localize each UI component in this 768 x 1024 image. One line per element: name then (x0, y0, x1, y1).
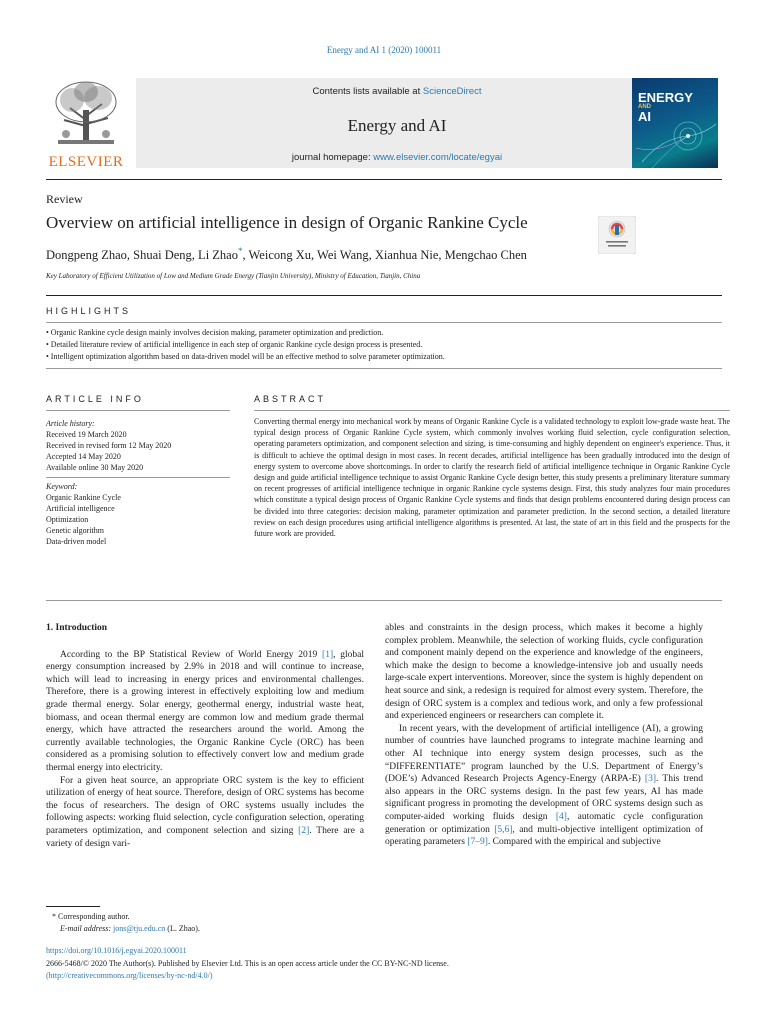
cover-title-and: AND (638, 104, 651, 110)
highlight-item: • Intelligent optimization algorithm based on data-driven model will be an effective method to solve parameter optimization. (46, 352, 445, 361)
section-heading-introduction: 1. Introduction (46, 623, 108, 633)
highlight-item: • Detailed literature review of artificial intelligence in each step of organic Rankine cycle design process is presented. (46, 340, 423, 349)
keyword-item: Optimization (46, 515, 89, 524)
highlights-inner-rule (46, 322, 722, 323)
article-info-heading: ARTICLE INFO (46, 394, 144, 404)
sciencedirect-link[interactable]: ScienceDirect (422, 86, 482, 97)
text-run: According to the BP Statistical Review of World Energy 2019 (60, 649, 323, 660)
highlight-item: • Organic Rankine cycle design mainly involves decision making, parameter optimization and prediction. (46, 328, 384, 337)
text-run: . This trend also appears in the ORC systems design. In the past few years, AI has made significant progress in promoting the development of ORC systems design such as computer-aided working fluids design (385, 774, 703, 822)
journal-info-box (136, 78, 658, 168)
citation-link[interactable]: [7–9] (467, 837, 488, 848)
check-for-updates-icon[interactable] (598, 216, 636, 254)
history-item: Available online 30 May 2020 (46, 463, 144, 472)
keyword-item: Data-driven model (46, 537, 107, 546)
journal-masthead (46, 74, 722, 170)
text-run: , and multi-objective intelligent optimization of operating parameters (385, 824, 703, 848)
email-note (60, 924, 200, 933)
cover-title-line1: ENERGY (638, 90, 693, 105)
keywords-label: Keyword: (46, 482, 78, 491)
abstract-text: Converting thermal energy into mechanical work by means of Organic Rankine Cycle is a validated technology to exploit low-grade waste heat. The typical design process of Organic Rankine Cycle system, which commonly involves working fluid selection, cycle configuration selection, operating parameters optimization, and component selection and sizing, is time-consuming and highly dependent on engineer's experience. Thus, it is difficult to achieve the optimal design in most cases. In recent decades, artificial intelligence has been gradually introduced into the design of energy system to overcome above shortcomings. In order to clarify the research field of artificial intelligence technique in Organic Rankine Cycle design and guide artificial intelligence technique to assist Organic Rankine Cycle design better, this study presents a preliminary literature summary on recent progresses of artificial intelligence technique in organic Rankine cycle systems design. First, this study analyzes four main procedures which constitute a typical design process of Organic Rankine Cycle systems and finds that design problems encountered during design process can be divided into three categories: decision making, parameter optimization and parameter prediction. In the second section, a detailed literature review on each design procedures using artificial intelligence algorithms is presented. At last, the state of art in this field and the prospects for the future work are provided. (254, 417, 730, 539)
body-column-right (385, 622, 703, 849)
article-title: Overview on artificial intelligence in design of Organic Rankine Cycle (46, 213, 528, 232)
elsevier-wordmark: ELSEVIER (48, 154, 124, 170)
history-item: Accepted 14 May 2020 (46, 452, 121, 461)
body-paragraph (46, 649, 364, 775)
email-label: E-mail address: (60, 924, 114, 933)
elsevier-tree-icon (50, 80, 122, 150)
body-paragraph (46, 775, 364, 851)
elsevier-logo (46, 80, 126, 170)
text-run: In recent years, with the development of artificial intelligence (AI), a growing number of countries have launched programs to integrate machine learning and other AI technique into energy system design processes, such as the “DIFFERENTIATE” program launched by the U.S. Department of Energy’s (DOE’s) Advanced Research Projects Agency-Energy (ARPA-E) (385, 723, 703, 785)
abstract-bottom-rule (46, 600, 722, 601)
text-run: , global energy consumption increased by 2.9% in 2018 and will continue to increase, which will lead to increasing in energy prices and environmental challenges. Therefore, there is a growing interest in effectively exploiting low and medium grade thermal energy. Solar energy, geothermal energy, industrial waste heat, biomass, and ocean thermal energy are common low and medium grade thermal energy, which have attracted the researchers around the world. Among the currently available technologies, the Organic Rankine Cycle (ORC) has been considered as a promising solution to effectively convert low and medium grade thermal energy into electricity. (46, 649, 364, 773)
cover-art-graphic (632, 118, 718, 168)
keywords-rule (46, 477, 230, 478)
history-item: Received 19 March 2020 (46, 430, 127, 439)
homepage-prefix: journal homepage: (291, 152, 374, 163)
corresponding-author-note (52, 912, 130, 921)
citation-link[interactable]: [2] (298, 825, 310, 836)
license-link[interactable]: (http://creativecommons.org/licenses/by-nc-nd/4.0/) (46, 971, 213, 980)
citation-link[interactable]: [1] (322, 649, 334, 660)
abstract-heading: ABSTRACT (254, 394, 327, 404)
authors-after: , Weicong Xu, Wei Wang, Xianhua Nie, Mengchao Chen (242, 248, 527, 263)
license-text (46, 958, 449, 982)
doi-link[interactable]: https://doi.org/10.1016/j.egyai.2020.100011 (46, 946, 187, 955)
author-list (46, 246, 527, 263)
keyword-item: Artificial intelligence (46, 504, 115, 513)
email-suffix: (L. Zhao). (165, 924, 200, 933)
text-run: , automatic cycle configuration generation or optimization (385, 811, 703, 835)
body-column-left (46, 622, 364, 850)
text-run: . There are a variety of design vari- (46, 825, 364, 849)
body-paragraph: ables and constraints in the design process, which makes it become a highly complex problem. Meanwhile, the selection of working fluids, cycle configuration and component mainly depend on the experience and knowledge of the engineers, which make the design to become a knowledge-intensive job and usually needs large-scale expert interventions. Moreover, since the system is highly dependent on heat source and sink, a redesign is required for almost every system. Therefore, the design of ORC system is a complex and tedious work, and only a few professional and experienced engineers or researchers can complete it. (385, 623, 703, 722)
article-type: Review (46, 192, 83, 206)
journal-cover-image (632, 78, 718, 168)
article-info-rule (46, 410, 230, 411)
footnote-mark: * (52, 912, 56, 921)
contents-line (136, 86, 658, 97)
history-label: Article history: (46, 419, 95, 428)
highlights-top-rule (46, 295, 722, 296)
text-run: For a given heat source, an appropriate ORC system is the key to efficient utilization of energy of heat source. Therefore, design of ORC systems has become the focus of researchers. The design of ORC systems usually includes the following aspects: working fluid selection, cycle configuration selection, operating parameters optimization, and component selection and sizing (46, 775, 364, 836)
keyword-item: Genetic algorithm (46, 526, 104, 535)
text-run: . Compared with the empirical and subjective (487, 837, 661, 848)
citation-link[interactable]: [4] (555, 811, 567, 822)
cover-title-line2: AI (638, 109, 651, 124)
homepage-line (136, 152, 658, 163)
journal-citation-link[interactable]: Energy and AI 1 (2020) 100011 (326, 45, 442, 55)
footnote-rule (46, 906, 100, 907)
article-info (46, 418, 221, 547)
masthead-rule (46, 179, 722, 180)
author-email-link[interactable]: jons@tju.edu.cn (113, 924, 166, 933)
corresponding-author-mark[interactable]: * (237, 246, 243, 256)
body-paragraph (385, 723, 703, 849)
citation-link[interactable]: [3] (644, 774, 656, 785)
citation-link[interactable]: [5,6] (494, 824, 513, 835)
contents-prefix: Contents lists available at (312, 86, 423, 97)
keyword-item: Organic Rankine Cycle (46, 493, 121, 502)
highlights-heading: HIGHLIGHTS (46, 306, 132, 316)
highlights-bottom-rule (46, 368, 722, 369)
license-line: 2666-5468/© 2020 The Author(s). Published by Elsevier Ltd. This is an open access article under the CC BY-NC-ND license. (46, 959, 449, 968)
journal-homepage-link[interactable]: www.elsevier.com/locate/egyai (373, 152, 503, 163)
abstract-rule (254, 410, 730, 411)
footnote-text: Corresponding author. (58, 912, 130, 921)
journal-title: Energy and AI (347, 116, 447, 135)
history-item: Received in revised form 12 May 2020 (46, 441, 172, 450)
authors-before: Dongpeng Zhao, Shuai Deng, Li Zhao (46, 248, 238, 263)
highlights-list (46, 327, 722, 363)
affiliation: Key Laboratory of Efficient Utilization of Low and Medium Grade Energy (Tianjin University), Ministry of Education, Tianjin, China (46, 272, 421, 280)
